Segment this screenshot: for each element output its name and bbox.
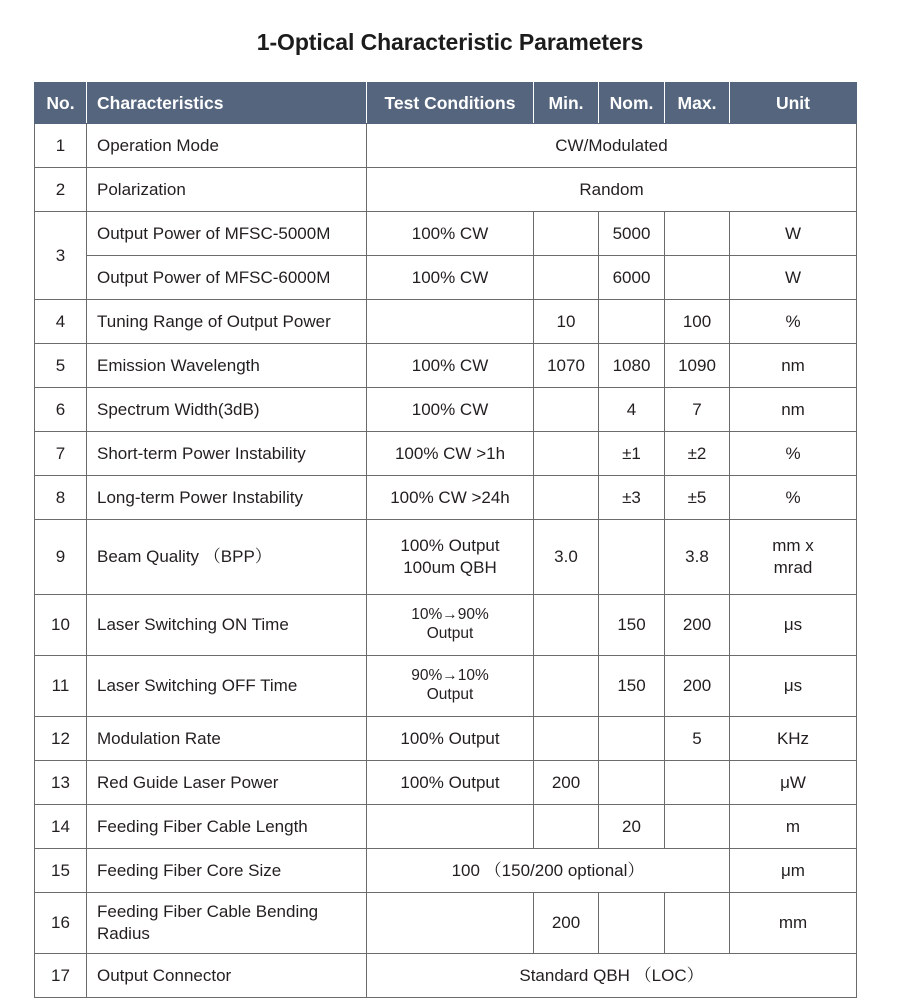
value-max: 1090 bbox=[665, 344, 730, 388]
test-conditions-lines bbox=[373, 667, 527, 705]
table-row bbox=[35, 520, 857, 595]
merged-value: Standard QBH （LOC） bbox=[367, 954, 857, 998]
value-nom: 5000 bbox=[599, 212, 665, 256]
table-row bbox=[35, 344, 857, 388]
row-number: 7 bbox=[35, 432, 87, 476]
row-number: 17 bbox=[35, 954, 87, 998]
table-row bbox=[35, 476, 857, 520]
value-max: 200 bbox=[665, 656, 730, 717]
table-row bbox=[35, 849, 857, 893]
table-row bbox=[35, 656, 857, 717]
value-min bbox=[534, 432, 599, 476]
optical-characteristic-parameters-table bbox=[34, 82, 857, 998]
value-min bbox=[534, 476, 599, 520]
value-nom: ±1 bbox=[599, 432, 665, 476]
value-unit: nm bbox=[730, 344, 857, 388]
value-min: 200 bbox=[534, 893, 599, 954]
table-body bbox=[35, 124, 857, 998]
test-conditions: 100% CW >24h bbox=[367, 476, 534, 520]
test-conditions: 100% CW >1h bbox=[367, 432, 534, 476]
value-unit: W bbox=[730, 256, 857, 300]
page-title: 1-Optical Characteristic Parameters bbox=[256, 29, 644, 55]
unit-lines bbox=[736, 535, 850, 579]
test-conditions-line-1: 90%→10% bbox=[411, 667, 489, 685]
value-max bbox=[665, 212, 730, 256]
row-number: 9 bbox=[35, 520, 87, 595]
test-conditions-line-2: 100um QBH bbox=[403, 558, 497, 577]
characteristic: Red Guide Laser Power bbox=[87, 761, 367, 805]
table-row bbox=[35, 124, 857, 168]
value-nom: ±3 bbox=[599, 476, 665, 520]
characteristic: Operation Mode bbox=[87, 124, 367, 168]
value-unit: % bbox=[730, 432, 857, 476]
table-row bbox=[35, 212, 857, 256]
value-max: 200 bbox=[665, 595, 730, 656]
characteristic: Beam Quality （BPP） bbox=[87, 520, 367, 595]
value-nom bbox=[599, 520, 665, 595]
test-conditions: 100% Output bbox=[367, 761, 534, 805]
characteristic-line-1: Feeding Fiber Cable Bending bbox=[97, 902, 319, 922]
column-header-min: Min. bbox=[534, 83, 599, 124]
row-number: 3 bbox=[35, 212, 87, 300]
test-conditions bbox=[367, 805, 534, 849]
row-number: 1 bbox=[35, 124, 87, 168]
value-min bbox=[534, 595, 599, 656]
table-row bbox=[35, 805, 857, 849]
value-nom bbox=[599, 300, 665, 344]
test-conditions: 100% CW bbox=[367, 344, 534, 388]
value-max: ±5 bbox=[665, 476, 730, 520]
value-nom: 150 bbox=[599, 595, 665, 656]
value-nom: 1080 bbox=[599, 344, 665, 388]
table-row bbox=[35, 595, 857, 656]
value-max: 3.8 bbox=[665, 520, 730, 595]
value-nom: 4 bbox=[599, 388, 665, 432]
row-number: 5 bbox=[35, 344, 87, 388]
value-unit: m bbox=[730, 805, 857, 849]
test-conditions bbox=[367, 520, 534, 595]
row-number: 4 bbox=[35, 300, 87, 344]
value-unit: μs bbox=[730, 656, 857, 717]
value-max bbox=[665, 805, 730, 849]
test-conditions-lines bbox=[373, 606, 527, 644]
value-unit: μm bbox=[730, 849, 857, 893]
value-unit: % bbox=[730, 476, 857, 520]
row-number: 11 bbox=[35, 656, 87, 717]
unit-line-2: mrad bbox=[773, 558, 813, 577]
value-nom bbox=[599, 761, 665, 805]
value-min bbox=[534, 656, 599, 717]
test-conditions: 100% CW bbox=[367, 256, 534, 300]
characteristic: Modulation Rate bbox=[87, 717, 367, 761]
row-number: 8 bbox=[35, 476, 87, 520]
characteristic: Spectrum Width(3dB) bbox=[87, 388, 367, 432]
characteristic: Feeding Fiber Cable Length bbox=[87, 805, 367, 849]
table-row bbox=[35, 168, 857, 212]
unit-line-1: mm x bbox=[772, 536, 814, 556]
table-header bbox=[35, 83, 857, 124]
value-unit bbox=[730, 520, 857, 595]
value-nom: 6000 bbox=[599, 256, 665, 300]
spec-table-container bbox=[34, 82, 856, 998]
characteristic: Emission Wavelength bbox=[87, 344, 367, 388]
test-conditions-line-1: 10%→90% bbox=[411, 606, 489, 624]
column-header-max: Max. bbox=[665, 83, 730, 124]
value-unit: μW bbox=[730, 761, 857, 805]
characteristic: Feeding Fiber Core Size bbox=[87, 849, 367, 893]
value-min bbox=[534, 805, 599, 849]
column-header-test-conditions: Test Conditions bbox=[367, 83, 534, 124]
merged-value: 100 （150/200 optional） bbox=[367, 849, 730, 893]
test-conditions: 100% CW bbox=[367, 388, 534, 432]
value-min: 1070 bbox=[534, 344, 599, 388]
test-conditions bbox=[367, 595, 534, 656]
test-conditions bbox=[367, 893, 534, 954]
value-min bbox=[534, 256, 599, 300]
characteristic: Polarization bbox=[87, 168, 367, 212]
value-min bbox=[534, 717, 599, 761]
row-number: 16 bbox=[35, 893, 87, 954]
characteristic: Output Power of MFSC-5000M bbox=[87, 212, 367, 256]
test-conditions-line-2: Output bbox=[426, 625, 474, 642]
characteristic bbox=[87, 893, 367, 954]
value-unit: μs bbox=[730, 595, 857, 656]
table-row bbox=[35, 300, 857, 344]
value-unit: mm bbox=[730, 893, 857, 954]
row-number: 10 bbox=[35, 595, 87, 656]
characteristic: Laser Switching OFF Time bbox=[87, 656, 367, 717]
table-row bbox=[35, 717, 857, 761]
row-number: 6 bbox=[35, 388, 87, 432]
value-max: 5 bbox=[665, 717, 730, 761]
value-max bbox=[665, 893, 730, 954]
table-row bbox=[35, 388, 857, 432]
table-row bbox=[35, 761, 857, 805]
characteristic: Tuning Range of Output Power bbox=[87, 300, 367, 344]
test-conditions-lines bbox=[373, 535, 527, 579]
value-max: 7 bbox=[665, 388, 730, 432]
row-number: 15 bbox=[35, 849, 87, 893]
table-row bbox=[35, 256, 857, 300]
value-min bbox=[534, 212, 599, 256]
row-number: 13 bbox=[35, 761, 87, 805]
value-nom bbox=[599, 893, 665, 954]
value-max: ±2 bbox=[665, 432, 730, 476]
merged-value: Random bbox=[367, 168, 857, 212]
table-row bbox=[35, 893, 857, 954]
value-max: 100 bbox=[665, 300, 730, 344]
row-number: 14 bbox=[35, 805, 87, 849]
test-conditions-line-1: 100% Output bbox=[400, 536, 500, 556]
table-row bbox=[35, 432, 857, 476]
row-number: 2 bbox=[35, 168, 87, 212]
value-min: 200 bbox=[534, 761, 599, 805]
value-max bbox=[665, 761, 730, 805]
column-header-unit: Unit bbox=[730, 83, 857, 124]
test-conditions: 100% CW bbox=[367, 212, 534, 256]
table-header-row bbox=[35, 83, 857, 124]
test-conditions: 100% Output bbox=[367, 717, 534, 761]
characteristic-line-2: Radius bbox=[97, 924, 150, 943]
row-number: 12 bbox=[35, 717, 87, 761]
test-conditions bbox=[367, 656, 534, 717]
value-unit: % bbox=[730, 300, 857, 344]
value-unit: nm bbox=[730, 388, 857, 432]
test-conditions bbox=[367, 300, 534, 344]
characteristic: Laser Switching ON Time bbox=[87, 595, 367, 656]
value-unit: W bbox=[730, 212, 857, 256]
column-header-no: No. bbox=[35, 83, 87, 124]
column-header-nom: Nom. bbox=[599, 83, 665, 124]
characteristic: Long-term Power Instability bbox=[87, 476, 367, 520]
characteristic: Short-term Power Instability bbox=[87, 432, 367, 476]
characteristic: Output Power of MFSC-6000M bbox=[87, 256, 367, 300]
test-conditions-line-2: Output bbox=[426, 686, 474, 703]
value-nom bbox=[599, 717, 665, 761]
value-nom: 20 bbox=[599, 805, 665, 849]
value-nom: 150 bbox=[599, 656, 665, 717]
value-min: 10 bbox=[534, 300, 599, 344]
merged-value: CW/Modulated bbox=[367, 124, 857, 168]
value-unit: KHz bbox=[730, 717, 857, 761]
characteristic: Output Connector bbox=[87, 954, 367, 998]
value-max bbox=[665, 256, 730, 300]
value-min: 3.0 bbox=[534, 520, 599, 595]
characteristic-lines bbox=[97, 901, 360, 945]
column-header-characteristics: Characteristics bbox=[87, 83, 367, 124]
value-min bbox=[534, 388, 599, 432]
